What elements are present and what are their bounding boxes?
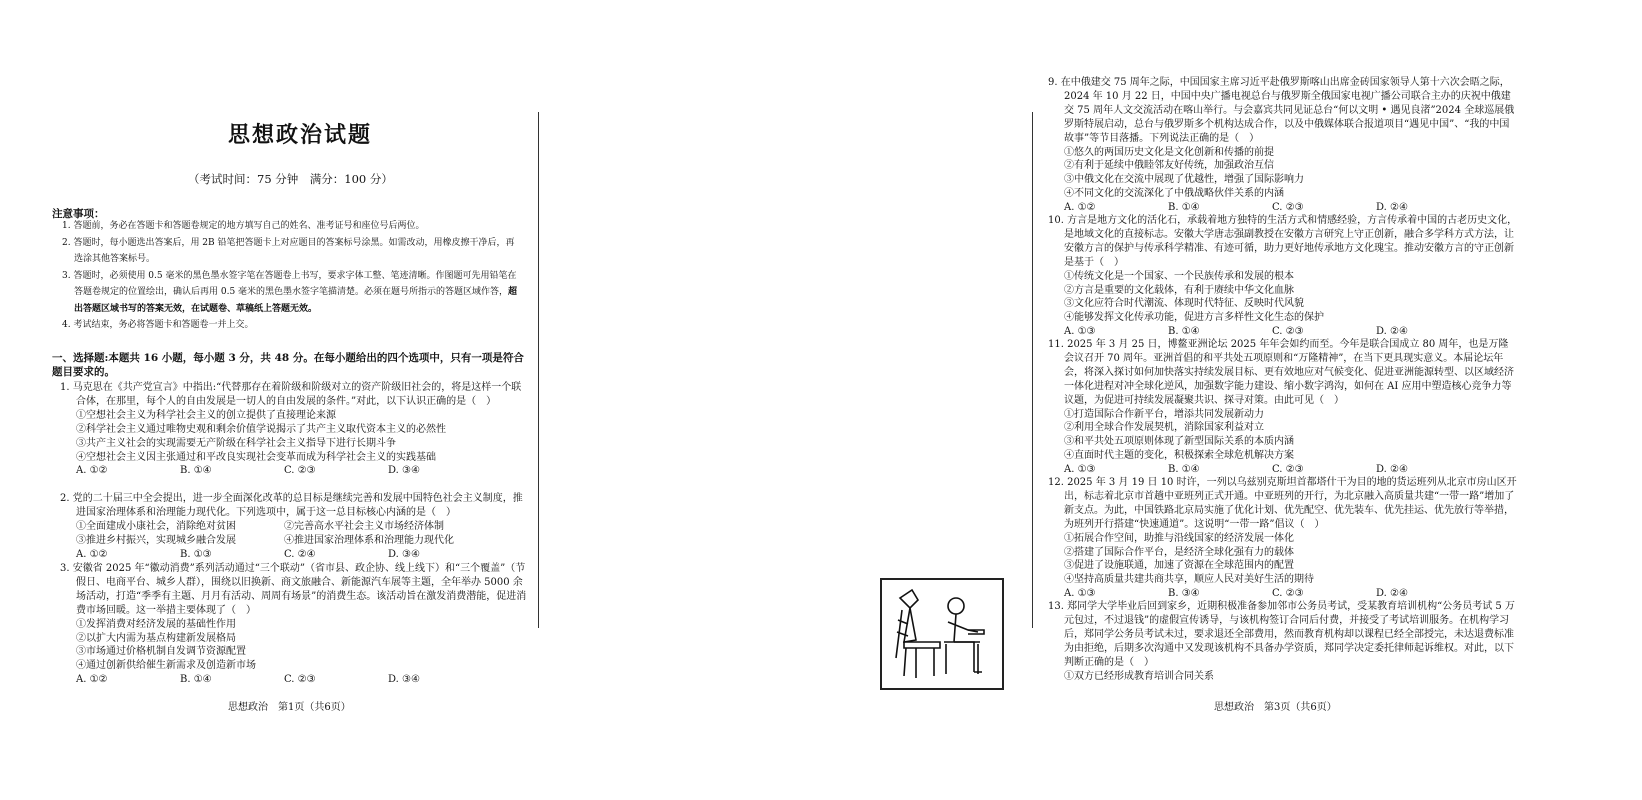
question-1: 1. 马克思在《共产党宣言》中指出:“代替那存在着阶级和阶级对立的资产阶级旧社会的，将是这样一个联合体，在那里，每个人的自由发展是一切人的自由发展的条件。”对此，以下认识正确的是（ ） ①空想社会主义为科学社会主义的创立提供了直接理论来源 ②科学社会主义通过唯物史观和剩余价值学说揭示了共产主义取代资本主义的必然性 ③共产主义社会的实现需要无产阶级在科学社会主义指导下进行长期斗争 ④空想社会主义因主张通过和平改良实现社会变革而成为科学社会主义的实践基础 A. ①② B. ①④ C. ②③ D. ③④: [60, 381, 530, 478]
question-3: 3. 安徽省 2025 年“徽动消费”系列活动通过“三个联动”（省市县、政企协、线上线下）和“三个覆盖”（节假日、电商平台、城乡人群），围绕以旧换新、商文旅融合、新能源汽车展等主题，全年举办 5000 余场活动，打造“季季有主题、月月有活动、周周有场景”的消费生态。该活动旨在激发消费潜能，促进消费市场回暖。这一举措主要体现了（ ） ①发挥消费对经济发展的基础性作用 ②以扩大内需为基点构建新发展格局 ③市场通过价格机制自发调节资源配置 ④通过创新供给催生新需求及创造新市场 A. ①② B. ①④ C. ②③ D. ③④: [60, 562, 530, 687]
notice-item: 1. 答题前，务必在答题卡和答题卷规定的地方填写自己的姓名、准考证号和座位号后两位。: [62, 221, 425, 231]
exam-time-subtitle: （考试时间：75 分钟 满分：100 分）: [188, 172, 393, 186]
notice-bold-warning: 超出答题区域书写的答案无效，在试题卷、草稿纸上答题无效。: [74, 287, 518, 314]
answer-choices: A. ①③ B. ③④ C. ②③ D. ②④: [1064, 588, 1408, 600]
question-11: 11. 2025 年 3 月 25 日，博鳌亚洲论坛 2025 年年会如约而至。今年是联合国成立 80 周年，也是万隆会议召开 70 周年。亚洲首倡的和平共处五项原则和“万隆精神”，在当下更具现实意义。本届论坛年会，将深入探讨如何加快落实持续发展目标、更有效地应对气候变化、促进亚洲能源转型、以区域经济一体化进程对冲全球化逆风，加强数字能力建设、缩小数字鸿沟，如何在 AI 应用中塑造核心竞争力等议题，为促进可持续发展凝聚共识、探寻对策。由此可见（ ） ①打造国际合作新平台，增添共同发展新动力 ②利用全球合作发展契机，消除国家利益对立 ③和平共处五项原则体现了新型国际关系的本质内涵 ④直面时代主题的变化，积极探索全球危机解决方案 A. ①③ B. ①④ C. ②③ D. ②④: [1048, 338, 1518, 477]
notice-item: 4. 考试结束，务必将答题卡和答题卷一并上交。: [62, 320, 254, 330]
binding-line: [1032, 112, 1033, 628]
page-footer: 思想政治 第1页（共6页）: [228, 702, 351, 713]
notice-list: [52, 218, 522, 334]
question-10: 10. 方言是地方文化的活化石，承载着地方独特的生活方式和情感经验，方言传承着中国的古老历史文化，是地域文化的直接标志。安徽大学唐志强副教授在安徽方言研究上守正创新，融合多学科方式方法，让安徽方言的保护与传承科学精准、有迹可循，助力更好地传承地方文化瑰宝。推动安徽方言的守正创新是基于（ ） ①传统文化是一个国家、一个民族传承和发展的根本 ②方言是重要的文化载体，有利于赓续中华文化血脉 ③文化应符合时代潮流、体现时代特征、反映时代风貌 ④能够发挥文化传承功能，促进方言多样性文化生态的保护 A. ①③ B. ①④ C. ②③ D. ②④: [1048, 215, 1518, 338]
answer-choices: A. ①③ B. ①④ C. ②③ D. ②④: [1064, 326, 1408, 338]
cartoon-illustration: [880, 578, 1004, 690]
answer-choices: A. ①② B. ①④ C. ②③ D. ②④: [1064, 202, 1408, 214]
page-title: 思想政治试题: [228, 122, 373, 148]
question-2: 2. 党的二十届三中全会提出，进一步全面深化改革的总目标是继续完善和发展中国特色社会主义制度，推进国家治理体系和治理能力现代化。下列选项中，属于这一总目标核心内涵的是（ ） ①全面建成小康社会，消除绝对贫困 ②完善高水平社会主义市场经济体制 ③推进乡村振兴，实现城乡融合发展 ④推进国家治理体系和治理能力现代化 A. ①② B. ①③ C. ②④ D. ③④: [60, 492, 530, 562]
answer-choices: A. ①② B. ①④ C. ②③ D. ③④: [76, 465, 420, 477]
question-9: 9. 在中俄建交 75 周年之际，中国国家主席习近平赴俄罗斯喀山出席金砖国家领导人第十六次会晤之际，2024 年 10 月 22 日，中国中央广播电视总台与俄罗斯全俄国家电视广播公司联合主办的庆祝中俄建交 75 周年人文交流活动在喀山举行。与会嘉宾共同见证总台“何以文明 • 遇见良渚”2024 全球巡展俄罗斯特展启动，总台与俄罗斯多个机构达成合作，以及中俄媒体联合报道项目“遇见中国”、“我的中国故事”等节目落播。下列说法正确的是（ ） ①悠久的两国历史文化是文化创新和传播的前提 ②有利于延续中俄睦邻友好传统，加强政治互信 ③中俄文化在交流中展现了优越性，增强了国际影响力 ④不同文化的交流深化了中俄战略伙伴关系的内涵 A. ①② B. ①④ C. ②③ D. ②④: [1048, 76, 1518, 215]
page-footer: 思想政治 第3页（共6页）: [1214, 702, 1337, 713]
answer-choices: A. ①② B. ①④ C. ②③ D. ③④: [76, 674, 420, 686]
question-12: 12. 2025 年 3 月 19 日 10 时许，一列以乌兹别克斯坦首都塔什干为目的地的货运班列从北京市房山区开出，标志着北京市首趟中亚班列正式开通。中亚班列的开行，为北京融入高质量共建“一带一路”增加了新支点。为此，中国铁路北京局实施了优化计划、优先配空、优先装车、优先挂运、优先放行等举措，为班列开行搭建“快速通道”。这说明“一带一路”倡议（ ） ①拓展合作空间，助推与沿线国家的经济发展一体化 ②搭建了国际合作平台，是经济全球化强有力的载体 ③促进了设施联通，加速了资源在全球范围内的配置 ④坚持高质量共建共商共享，顺应人民对美好生活的期待 A. ①③ B. ③④ C. ②③ D. ②④: [1048, 477, 1517, 600]
notice-item: 3. 答题时，必须使用 0.5 毫米的黑色墨水签字笔在答题卷上书写，要求字体工整、笔迹清晰。作图题可先用铅笔在答题卷规定的位置绘出，确认后再用 0.5 毫米的黑色墨水签字笔描清楚。必须在题号所指示的答题区域作答，超出答题区域书写的答案无效，在试题卷、草稿纸上答题无效。: [62, 270, 518, 314]
exam-page-3: [1048, 0, 1642, 800]
section-heading: 一、选择题:本题共 16 小题，每小题 3 分，共 48 分。在每小题给出的四个选项中，只有一项是符合题目要求的。: [52, 352, 524, 378]
cartoon-drawing: [882, 580, 1002, 688]
exam-page-1: [0, 0, 560, 800]
answer-choices: A. ①③ B. ①④ C. ②③ D. ②④: [1064, 464, 1408, 476]
notice-heading: 注意事项：: [52, 208, 105, 220]
question-13: 13. 郑同学大学毕业后回到家乡，近期积极准备参加邻市公务员考试，受某教育培训机构“公务员考试 5 万元包过，不过退钱”的虚假宣传诱导，与该机构签订合同后付费，并接受了考试培训服务。在机构学习后，郑同学公务员考试未过，要求退还全部费用，然而教育机构却以课程已经全部授完，未达退费标准为由拒绝，后期多次沟通中又发现该机构不具备办学资质，郑同学决定委托律师起诉维权。对此，以下判断正确的是（ ） ①双方已经形成教育培训合同关系: [1048, 601, 1515, 682]
notice-item: 2. 答题时，每小题选出答案后，用 2B 铅笔把答题卡上对应题目的答案标号涂黑。如需改动，用橡皮擦干净后，再选涂其他答案标号。: [62, 237, 515, 264]
binding-line: [538, 112, 539, 628]
answer-choices: A. ①② B. ①③ C. ②④ D. ③④: [76, 548, 420, 560]
